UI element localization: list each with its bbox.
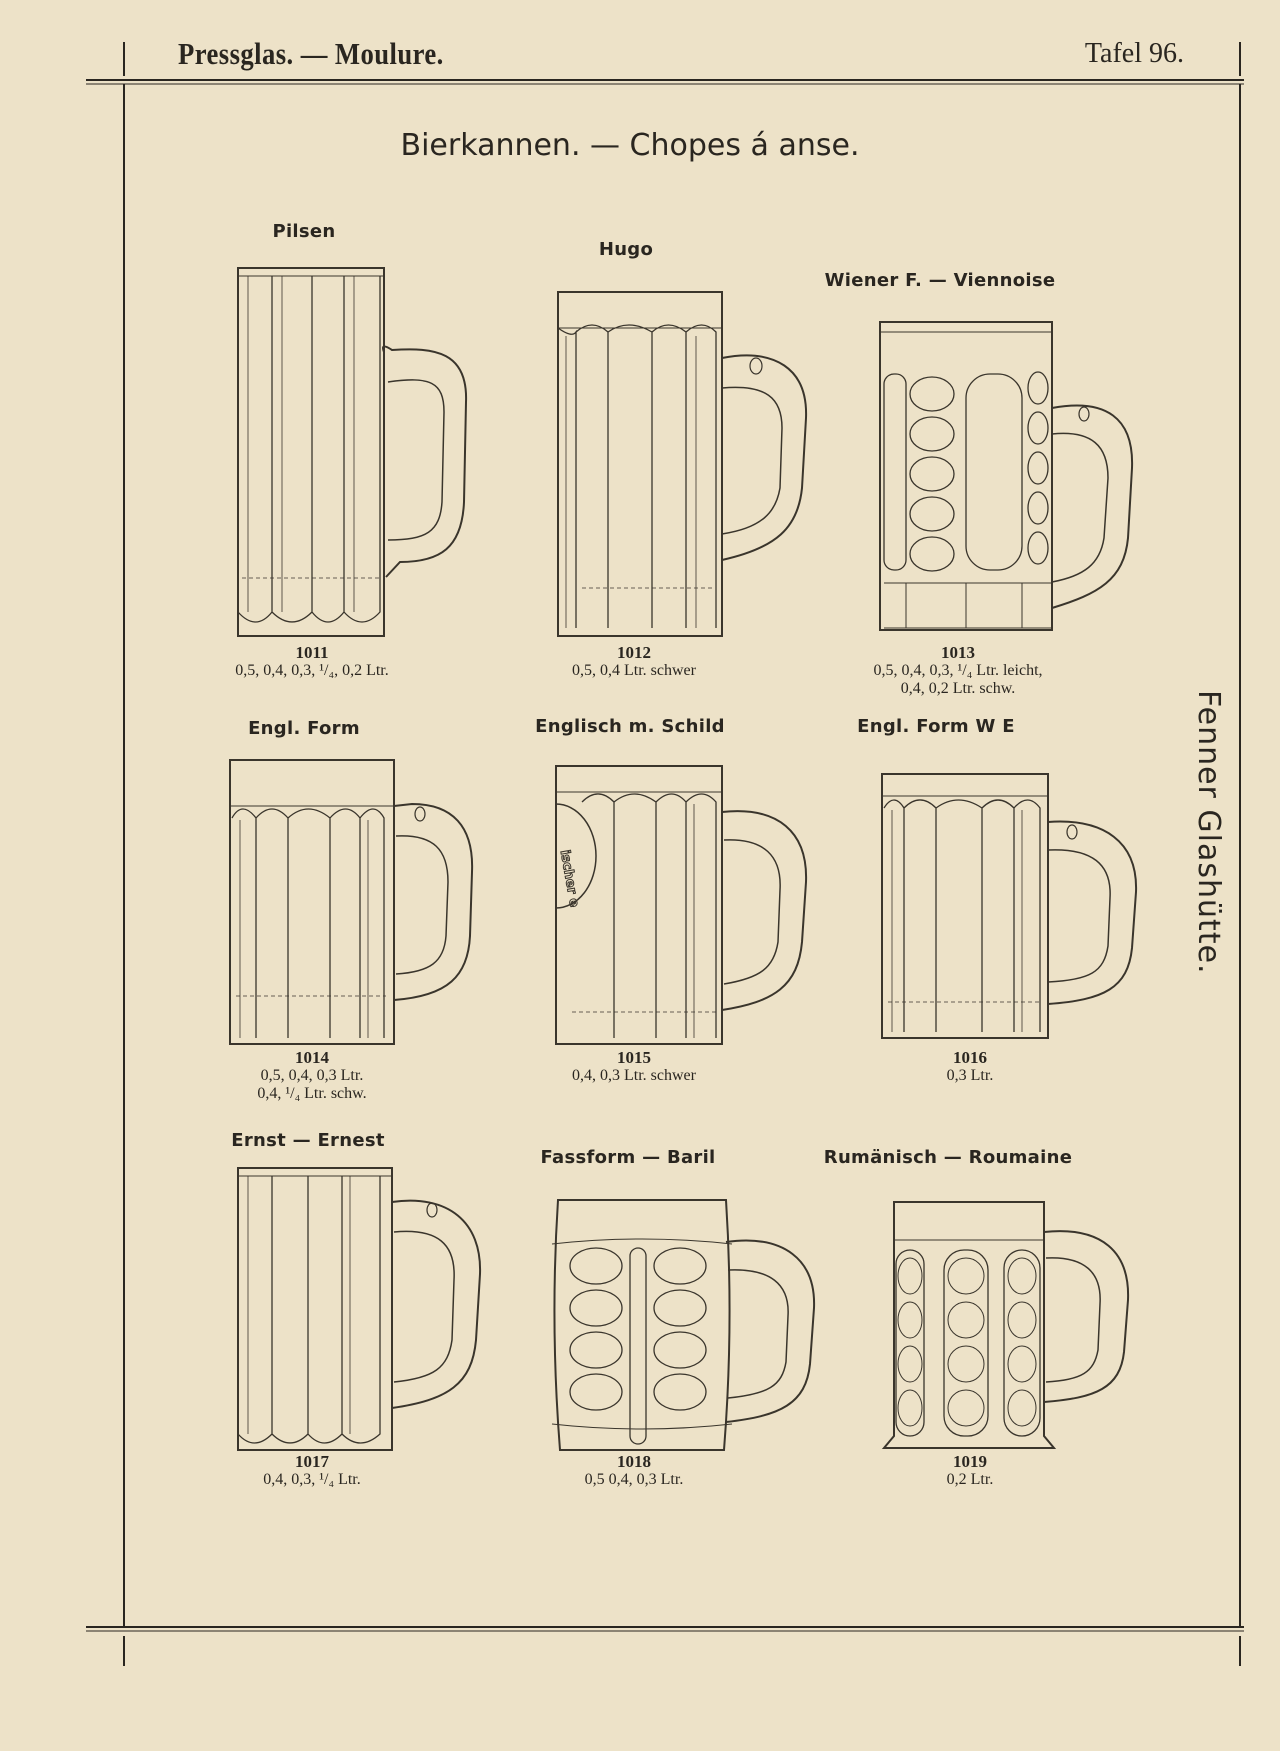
item-caption-1016: 0,3 Ltr. — [946, 1067, 994, 1084]
item-number-1015: 1015 — [617, 1048, 651, 1067]
item-caption-1015: 0,4, 0,3 Ltr. schwer — [572, 1067, 696, 1084]
item-number-1017: 1017 — [295, 1452, 329, 1471]
item-number-1016: 1016 — [953, 1048, 987, 1067]
item-caption-1013: 0,5, 0,4, 0,3, ¹/₄ Ltr. leicht, 0,4, 0,2 Ltr. schw. — [873, 662, 1043, 697]
mug-1014-illustration — [226, 756, 486, 1048]
item-name-1019: Rumänisch — Roumaine — [823, 1147, 1073, 1168]
item-number-1014: 1014 — [295, 1048, 329, 1067]
item-number-1019: 1019 — [953, 1452, 987, 1471]
shield-text: ischer e — [556, 848, 582, 909]
item-name-1013: Wiener F. — Viennoise — [824, 270, 1056, 291]
item-name-1011: Pilsen — [272, 221, 336, 242]
item-caption-1018: 0,5 0,4, 0,3 Ltr. — [584, 1471, 684, 1488]
item-caption-1017: 0,4, 0,3, ¹/₄ Ltr. — [263, 1471, 361, 1488]
mug-1019-illustration — [884, 1196, 1144, 1452]
item-number-1013: 1013 — [941, 643, 975, 662]
mug-1011-illustration — [230, 262, 490, 642]
item-number-1012: 1012 — [617, 643, 651, 662]
header-right: Tafel 96. — [1084, 38, 1184, 69]
item-caption-1011: 0,5, 0,4, 0,3, ¹/₄, 0,2 Ltr. — [235, 662, 389, 679]
mug-1018-illustration — [544, 1194, 820, 1456]
item-name-1014: Engl. Form — [248, 718, 360, 739]
item-number-1018: 1018 — [617, 1452, 651, 1471]
item-name-1015: Englisch m. Schild — [535, 716, 725, 737]
mug-1016-illustration — [878, 770, 1140, 1042]
mug-1012-illustration — [552, 288, 812, 640]
item-name-1016: Engl. Form W E — [857, 716, 1015, 737]
item-name-1017: Ernst — Ernest — [231, 1130, 385, 1151]
item-caption-1014: 0,5, 0,4, 0,3 Ltr. 0,4, ¹/₄ Ltr. schw. — [257, 1067, 367, 1102]
header-left: Pressglas. — Moulure. — [178, 36, 444, 71]
mug-1017-illustration — [234, 1164, 496, 1454]
mug-1013-illustration — [876, 318, 1136, 634]
item-number-1011: 1011 — [295, 643, 329, 662]
item-name-1018: Fassform — Baril — [540, 1147, 716, 1168]
mug-1015-illustration — [552, 762, 812, 1048]
item-name-1012: Hugo — [598, 239, 654, 260]
side-label: Fenner Glashütte. — [1191, 690, 1226, 975]
page-title: Bierkannen. — Chopes á anse. — [400, 128, 860, 163]
item-caption-1019: 0,2 Ltr. — [946, 1471, 994, 1488]
item-caption-1012: 0,5, 0,4 Ltr. schwer — [572, 662, 696, 679]
